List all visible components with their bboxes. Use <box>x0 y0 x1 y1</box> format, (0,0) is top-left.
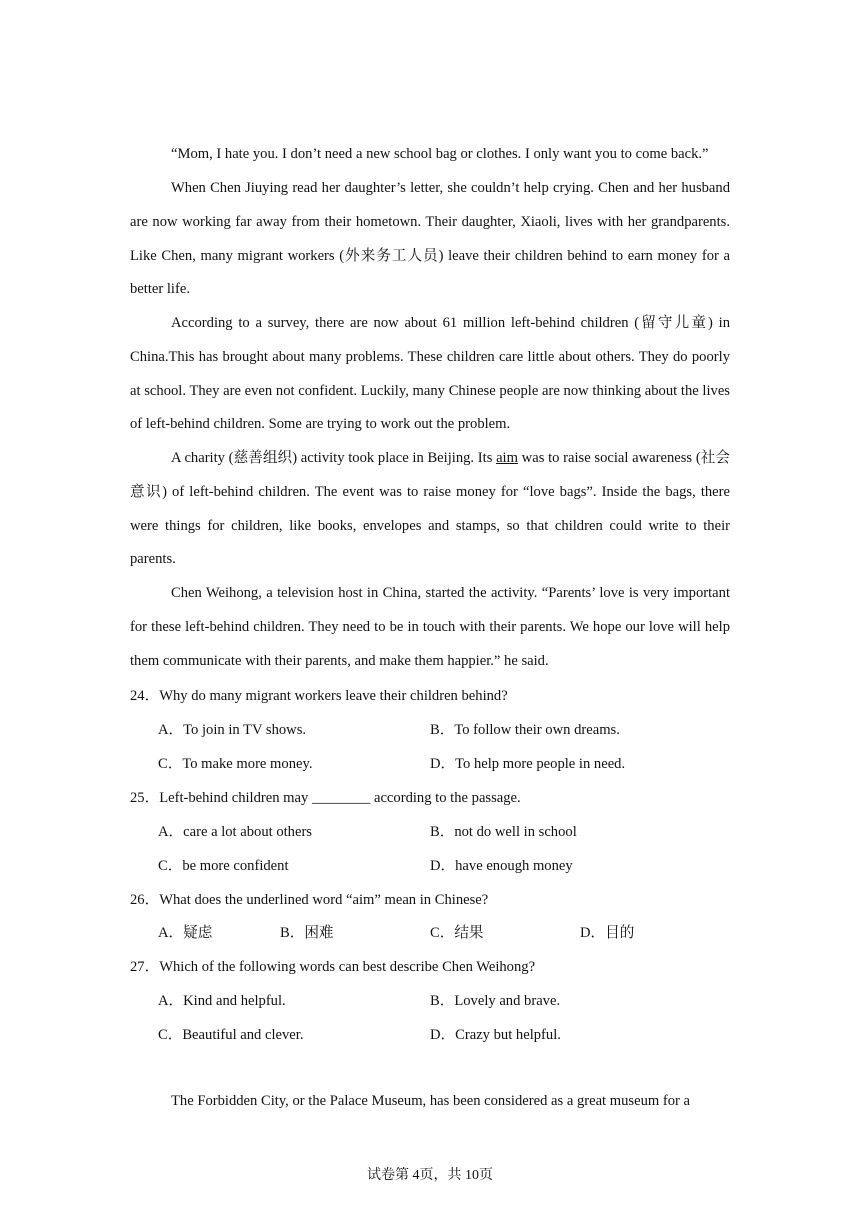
question-25-option-a: A．care a lot about others <box>158 824 312 840</box>
question-27-option-c: C．Beautiful and clever. <box>158 1027 304 1043</box>
question-24-option-b: B．To follow their own dreams. <box>430 722 620 738</box>
question-24-option-a: A．To join in TV shows. <box>158 722 307 738</box>
passage-paragraph-5: Chen Weihong, a television host in China, started the activity. “Parents’ love is very important for these left-behind children. They need to be in touch with their parents. We hope our love will help them communicate with their parents, and make them happier.” he said. <box>130 585 730 669</box>
page-footer: 试卷第 4页，共 10页 <box>367 1168 493 1183</box>
question-27-stem: 27．Which of the following words can best describe Chen Weihong? <box>130 959 536 975</box>
question-26-option-a: A．疑虑 <box>158 925 213 941</box>
question-24-stem: 24．Why do many migrant workers leave their children behind? <box>130 688 508 704</box>
question-24-option-d: D．To help more people in need. <box>430 756 626 772</box>
passage-paragraph-3: According to a survey, there are now about 61 million left-behind children (留守儿童) in China.This has brought about many problems. These children care little about others. They do poorly at school. They are even not confident. Luckily, many Chinese people are now thinking about the lives of left-behind children. Some are trying to work out the problem. <box>130 315 730 433</box>
question-26-stem: 26．What does the underlined word “aim” mean in Chinese? <box>130 892 489 908</box>
question-25-option-c: C．be more confident <box>158 858 289 874</box>
paragraph-4-text-end: was to raise social awareness (社会意识) of left-behind children. The event was to raise money for “love bags”. Inside the bags, there were things for children, like books, envelopes and stamps, so that children could write to their parents. <box>130 450 730 568</box>
question-25-option-d: D．have enough money <box>430 858 573 874</box>
passage-paragraph-2: When Chen Jiuying read her daughter’s letter, she couldn’t help crying. Chen and her husband are now working far away from their hometown. Their daughter, Xiaoli, lives with her grandparents. Like Chen, many migrant workers (外来务工人员) leave their children behind to earn money for a better life. <box>130 180 730 298</box>
paragraph-4-text-start: A charity (慈善组织) activity took place in Beijing. Its <box>171 450 497 466</box>
question-27-option-d: D．Crazy but helpful. <box>430 1027 561 1043</box>
question-27-option-a: A．Kind and helpful. <box>158 993 286 1009</box>
question-24-option-c: C．To make more money. <box>158 756 313 772</box>
passage-paragraph-1: “Mom, I hate you. I don’t need a new school bag or clothes. I only want you to come back.” <box>171 146 709 162</box>
passage-paragraph-4 <box>130 442 730 577</box>
underlined-word-aim: aim <box>496 450 518 466</box>
question-27-option-b: B．Lovely and brave. <box>430 993 561 1009</box>
question-26-option-b: B．困难 <box>280 925 334 941</box>
question-25-stem: 25．Left-behind children may ________ according to the passage. <box>130 790 521 806</box>
passage-2-paragraph-1: The Forbidden City, or the Palace Museum, has been considered as a great museum for a <box>171 1093 691 1109</box>
question-25-option-b: B．not do well in school <box>430 824 577 840</box>
question-26-option-c: C．结果 <box>430 925 484 941</box>
question-26-option-d: D．目的 <box>580 925 635 941</box>
